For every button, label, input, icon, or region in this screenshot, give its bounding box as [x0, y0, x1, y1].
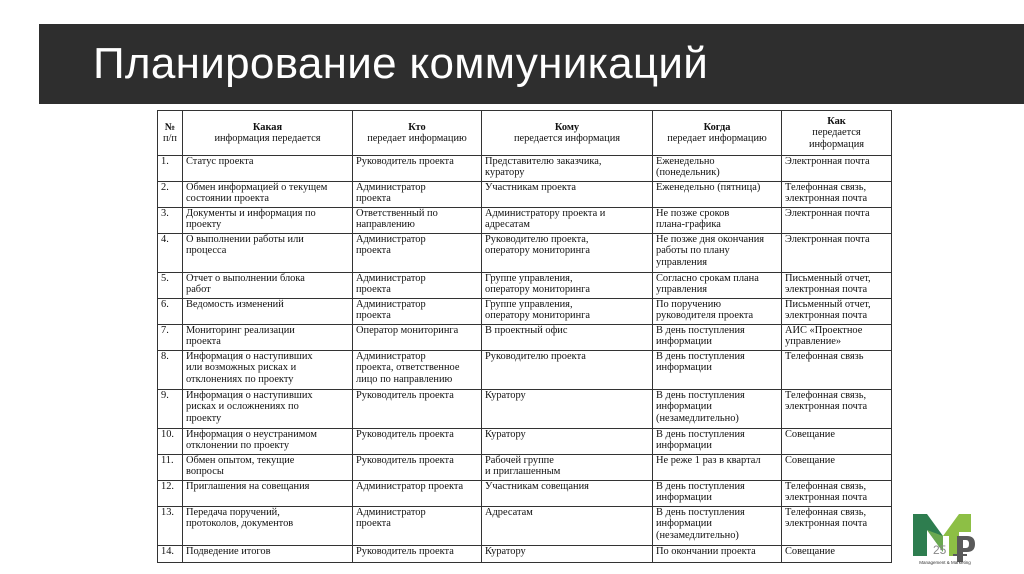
table-row [158, 390, 892, 429]
cell-to-whom: Куратору [482, 429, 653, 455]
cell-what: Документы и информация по проекту [183, 208, 353, 234]
cell-when: В день поступления информации (незамедлительно) [653, 390, 782, 429]
cell-what: Мониторинг реализации проекта [183, 325, 353, 351]
page-number: 25 [933, 543, 947, 557]
table-row [158, 299, 892, 325]
cell-number: 8. [158, 351, 183, 390]
cell-number: 14. [158, 546, 183, 563]
cell-who: Администратор проекта [353, 182, 482, 208]
cell-to-whom: Участникам проекта [482, 182, 653, 208]
cell-how: Совещание [782, 455, 892, 481]
cell-number: 13. [158, 507, 183, 546]
cell-who: Руководитель проекта [353, 390, 482, 429]
cell-who: Руководитель проекта [353, 455, 482, 481]
cell-number: 11. [158, 455, 183, 481]
cell-how: Электронная почта [782, 234, 892, 273]
cell-who: Руководитель проекта [353, 429, 482, 455]
cell-to-whom: Адресатам [482, 507, 653, 546]
table-row [158, 507, 892, 546]
cell-when: Не позже сроков плана-графика [653, 208, 782, 234]
communication-plan-table [157, 110, 892, 563]
cell-who: Руководитель проекта [353, 546, 482, 563]
table-row [158, 429, 892, 455]
cell-to-whom: В проектный офис [482, 325, 653, 351]
table-row [158, 208, 892, 234]
cell-number: 3. [158, 208, 183, 234]
table-row [158, 455, 892, 481]
cell-to-whom: Рабочей группе и приглашенным [482, 455, 653, 481]
cell-number: 1. [158, 156, 183, 182]
table-row [158, 351, 892, 390]
cell-number: 2. [158, 182, 183, 208]
cell-to-whom: Руководителю проекта, оператору мониторинга [482, 234, 653, 273]
cell-when: По поручению руководителя проекта [653, 299, 782, 325]
mp-logo [909, 506, 977, 568]
header-number: № п/п [158, 111, 183, 156]
title-bar [39, 24, 1024, 104]
cell-number: 5. [158, 273, 183, 299]
cell-who: Оператор мониторинга [353, 325, 482, 351]
cell-what: Ведомость изменений [183, 299, 353, 325]
cell-what: Подведение итогов [183, 546, 353, 563]
cell-what: Передача поручений, протоколов, документов [183, 507, 353, 546]
cell-when: В день поступления информации [653, 351, 782, 390]
cell-to-whom: Администратору проекта и адресатам [482, 208, 653, 234]
cell-what: Приглашения на совещания [183, 481, 353, 507]
table-body [158, 156, 892, 563]
cell-to-whom: Руководителю проекта [482, 351, 653, 390]
cell-who: Администратор проекта [353, 299, 482, 325]
cell-to-whom: Участникам совещания [482, 481, 653, 507]
cell-when: В день поступления информации [653, 481, 782, 507]
cell-how: Телефонная связь, электронная почта [782, 481, 892, 507]
cell-when: В день поступления информации [653, 325, 782, 351]
cell-how: АИС «Проектное управление» [782, 325, 892, 351]
cell-when: Не позже дня окончания работы по плану управления [653, 234, 782, 273]
cell-how: Электронная почта [782, 208, 892, 234]
header-who: Кто передает информацию [353, 111, 482, 156]
cell-how: Письменный отчет, электронная почта [782, 299, 892, 325]
header-how: Как передается информация [782, 111, 892, 156]
table-row [158, 156, 892, 182]
cell-what: Информация о наступивших рисках и осложнениях по проекту [183, 390, 353, 429]
table-row [158, 325, 892, 351]
cell-when: Не реже 1 раз в квартал [653, 455, 782, 481]
cell-who: Ответственный по направлению [353, 208, 482, 234]
table-row [158, 546, 892, 563]
cell-how: Письменный отчет, электронная почта [782, 273, 892, 299]
cell-what: Обмен опытом, текущие вопросы [183, 455, 353, 481]
cell-number: 10. [158, 429, 183, 455]
table-header-row [158, 111, 892, 156]
table-row [158, 234, 892, 273]
cell-number: 4. [158, 234, 183, 273]
logo-caption: Management & Marketing [919, 560, 971, 565]
header-to-whom: Кому передается информация [482, 111, 653, 156]
slide-title: Планирование коммуникаций [93, 39, 709, 88]
cell-to-whom: Группе управления, оператору мониторинга [482, 299, 653, 325]
cell-who: Администратор проекта [353, 273, 482, 299]
cell-when: Еженедельно (понедельник) [653, 156, 782, 182]
cell-when: Согласно срокам плана управления [653, 273, 782, 299]
cell-who: Руководитель проекта [353, 156, 482, 182]
cell-how: Телефонная связь, электронная почта [782, 507, 892, 546]
cell-when: В день поступления информации [653, 429, 782, 455]
cell-what: О выполнении работы или процесса [183, 234, 353, 273]
cell-number: 6. [158, 299, 183, 325]
cell-number: 7. [158, 325, 183, 351]
cell-to-whom: Группе управления, оператору мониторинга [482, 273, 653, 299]
cell-what: Информация о неустранимом отклонении по проекту [183, 429, 353, 455]
table-row [158, 273, 892, 299]
cell-what: Информация о наступивших или возможных рисках и отклонениях по проекту [183, 351, 353, 390]
cell-what: Обмен информацией о текущем состоянии проекта [183, 182, 353, 208]
table-row [158, 182, 892, 208]
cell-when: По окончании проекта [653, 546, 782, 563]
cell-to-whom: Куратору [482, 546, 653, 563]
cell-who: Администратор проекта [353, 234, 482, 273]
cell-how: Телефонная связь [782, 351, 892, 390]
cell-number: 12. [158, 481, 183, 507]
cell-when: В день поступления информации (незамедлительно) [653, 507, 782, 546]
cell-to-whom: Представителю заказчика, куратору [482, 156, 653, 182]
cell-number: 9. [158, 390, 183, 429]
cell-who: Администратор проекта [353, 481, 482, 507]
cell-how: Электронная почта [782, 156, 892, 182]
cell-who: Администратор проекта [353, 507, 482, 546]
table-row [158, 481, 892, 507]
cell-when: Еженедельно (пятница) [653, 182, 782, 208]
cell-how: Телефонная связь, электронная почта [782, 390, 892, 429]
header-when: Когда передает информацию [653, 111, 782, 156]
cell-who: Администратор проекта, ответственное лицо по направлению [353, 351, 482, 390]
cell-how: Совещание [782, 429, 892, 455]
cell-how: Телефонная связь, электронная почта [782, 182, 892, 208]
cell-what: Отчет о выполнении блока работ [183, 273, 353, 299]
cell-how: Совещание [782, 546, 892, 563]
cell-to-whom: Куратору [482, 390, 653, 429]
header-what: Какая информация передается [183, 111, 353, 156]
cell-what: Статус проекта [183, 156, 353, 182]
